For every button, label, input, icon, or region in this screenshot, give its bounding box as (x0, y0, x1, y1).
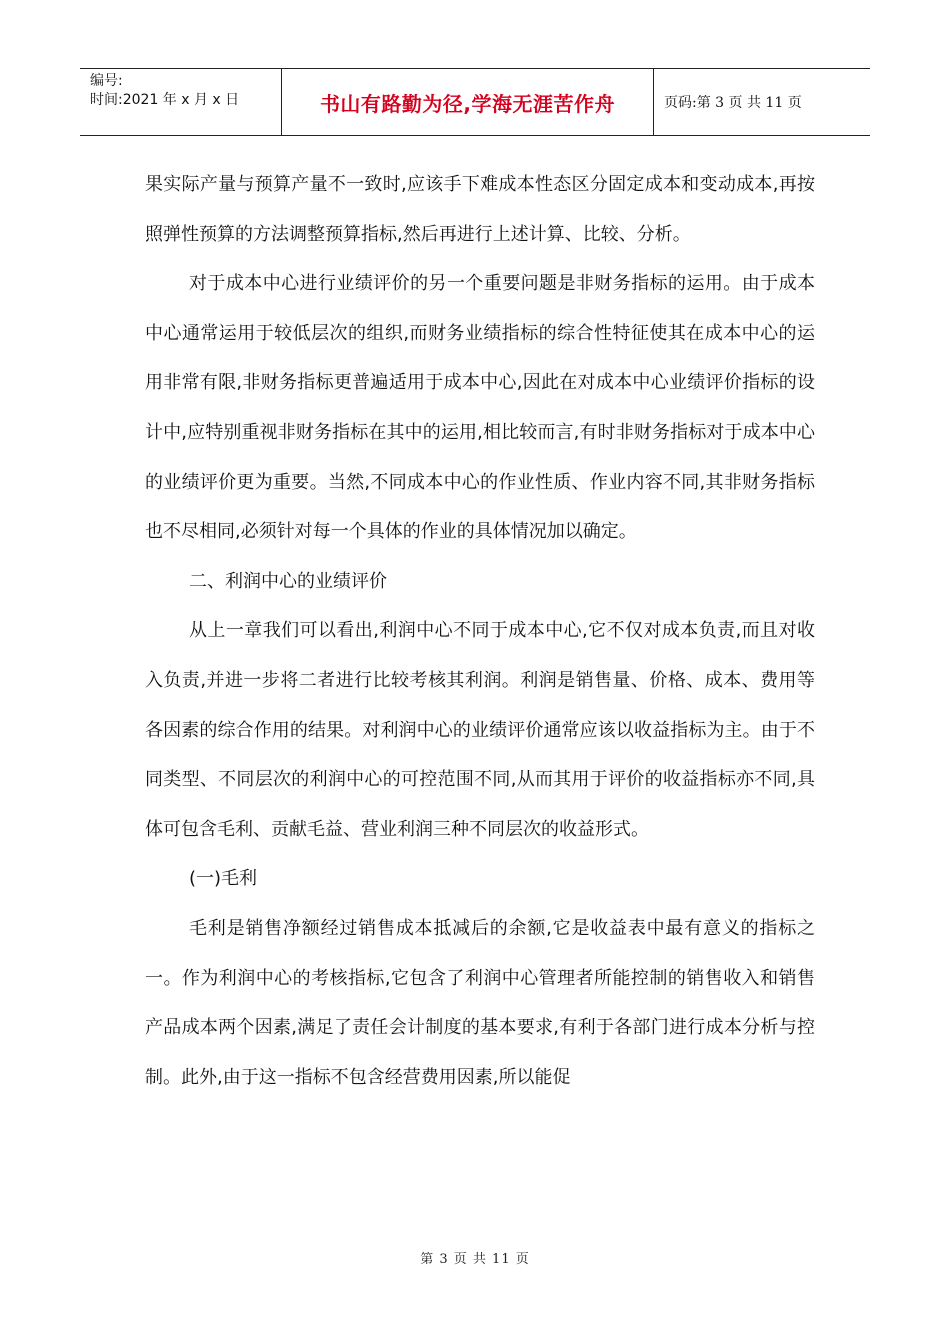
header-left-cell (80, 69, 282, 135)
page-footer: 第 3 页 共 11 页 (420, 1252, 530, 1267)
header-page-info: 页码:第 3 页 共 11 页 (664, 95, 802, 111)
page-header (80, 68, 870, 136)
body-paragraph: 对于成本中心进行业绩评价的另一个重要问题是非财务指标的运用。由于成本中心通常运用于较低层次的组织,而财务业绩指标的综合性特征使其在成本中心的运用非常有限,非财务指标更普遍适用于成本中心,因此在对成本中心业绩评价指标的设计中,应特别重视非财务指标在其中的运用,相比较而言,有时非财务指标对于成本中心的业绩评价更为重要。当然,不同成本中心的作业性质、作业内容不同,其非财务指标也不尽相同,必须针对每一个具体的作业的具体情况加以确定。 (145, 273, 815, 543)
body-paragraph: 果实际产量与预算产量不一致时,应该手下难成本性态区分固定成本和变动成本,再按照弹性预算的方法调整预算指标,然后再进行上述计算、比较、分析。 (145, 174, 815, 245)
document-time-label: 时间:2021 年 x 月 x 日 (90, 92, 240, 108)
body-paragraph: 毛利是销售净额经过销售成本抵减后的余额,它是收益表中最有意义的指标之一。作为利润中心的考核指标,它包含了利润中心管理者所能控制的销售收入和销售产品成本两个因素,满足了责任会计制度的基本要求,有利于各部门进行成本分析与控制。此外,由于这一指标不包含经营费用因素,所以能促 (145, 917, 815, 1088)
document-body (145, 160, 815, 1102)
header-motto: 书山有路勤为径,学海无涯苦作舟 (282, 69, 654, 135)
section-heading: 二、利润中心的业绩评价 (189, 570, 387, 592)
body-paragraph: 从上一章我们可以看出,利润中心不同于成本中心,它不仅对成本负责,而且对收入负责,并进一步将二者进行比较考核其利润。利润是销售量、价格、成本、费用等各因素的综合作用的结果。对利润中心的业绩评价通常应该以收益指标为主。由于不同类型、不同层次的利润中心的可控范围不同,从而其用于评价的收益指标亦不同,具体可包含毛利、贡献毛益、营业利润三种不同层次的收益形式。 (145, 620, 815, 840)
subsection-heading: (一)毛利 (189, 868, 258, 890)
document-number-label: 编号: (90, 73, 123, 89)
